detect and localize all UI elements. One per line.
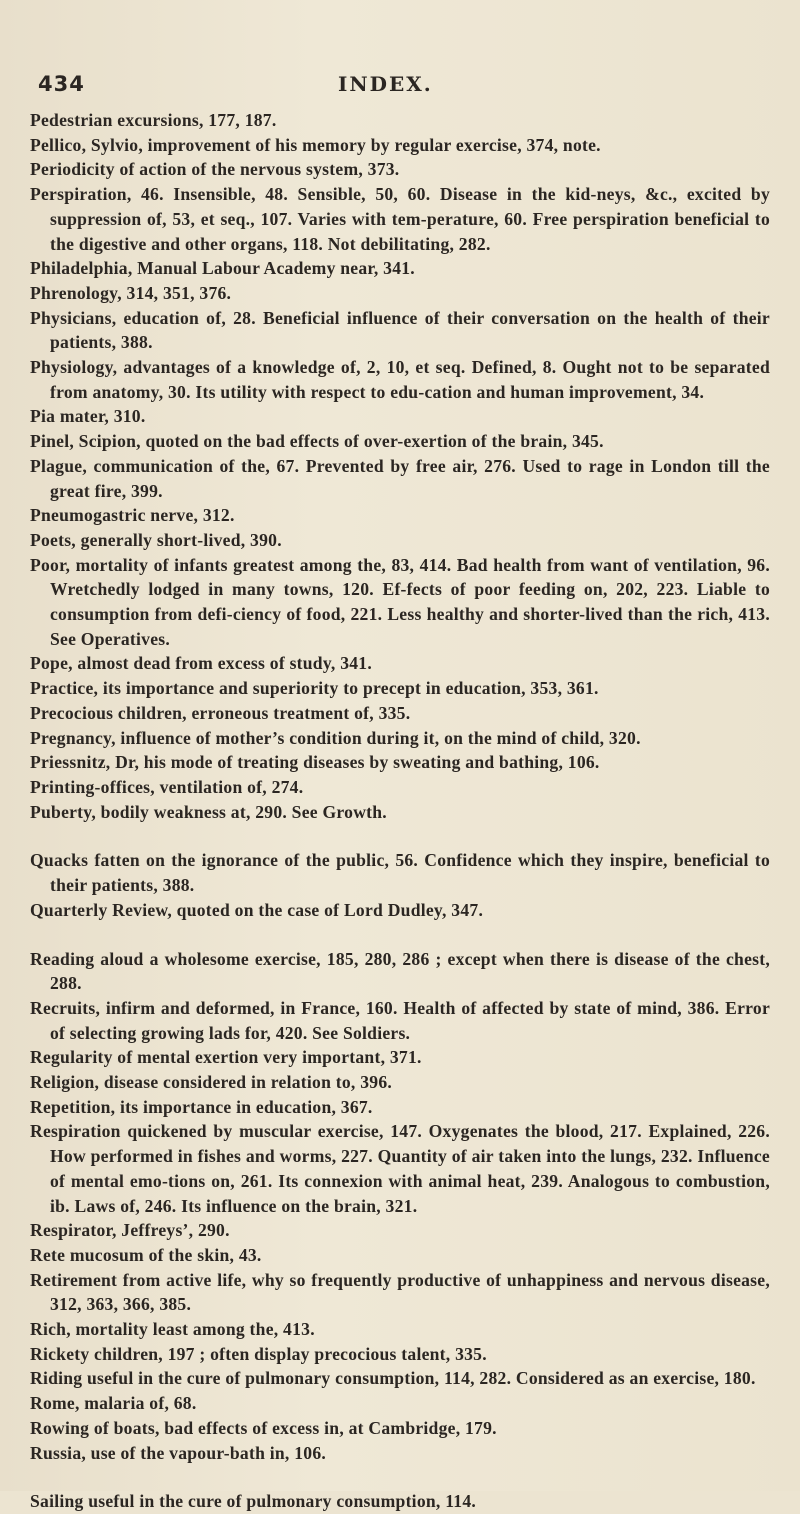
index-entry-physicians: Physicians, education of, 28. Beneficial influence of their conversation on the health of their patients, 388. <box>30 307 770 353</box>
index-entry-russia: Russia, use of the vapour-bath in, 106. <box>30 1442 327 1463</box>
index-entry-poets: Poets, generally short-lived, 390. <box>30 529 282 550</box>
index-entry-rowing: Rowing of boats, bad effects of excess in, at Cambridge, 179. <box>30 1417 497 1438</box>
index-entry-rome: Rome, malaria of, 68. <box>30 1393 197 1414</box>
index-entry-retirement: Retirement from active life, why so frequently productive of unhappiness and nervous disease, 312, 363, 366, 385. <box>30 1269 770 1315</box>
index-entries <box>30 108 770 1514</box>
index-entry-pinel: Pinel, Scipion, quoted on the bad effects of over-exertion of the brain, 345. <box>30 431 604 452</box>
index-entry-pedestrian: Pedestrian excursions, 177, 187. <box>30 110 277 130</box>
index-entry-regularity: Regularity of mental exertion very important, 371. <box>30 1047 422 1068</box>
index-entry-printing-offices: Printing-offices, ventilation of, 274. <box>30 776 304 797</box>
section-gap-s <box>30 1465 770 1489</box>
index-entry-puberty: Puberty, bodily weakness at, 290. See Growth. <box>30 801 387 822</box>
index-entry-respiration: Respiration quickened by muscular exercise, 147. Oxygenates the blood, 217. Explained, 226. How performed in fishes and worms, 227. Quantity of air taken into the lungs, 232. Influence of mental emo-tions on, 261. Its connexion with animal heat, 239. Analogous to combustion, ib. Laws of, 246. Its influence on the brain, 321. <box>30 1121 770 1216</box>
index-entry-practice: Practice, its importance and superiority to precept in education, 353, 361. <box>30 678 599 699</box>
page-header <box>38 72 770 108</box>
index-entry-sailing: Sailing useful in the cure of pulmonary consumption, 114. <box>30 1491 477 1512</box>
index-entry-phrenology: Phrenology, 314, 351, 376. <box>30 282 232 303</box>
index-entry-repetition: Repetition, its importance in education, 367. <box>30 1096 373 1117</box>
index-entry-reading-aloud: Reading aloud a wholesome exercise, 185, 280, 286 ; except when there is disease of the chest, 288. <box>30 948 770 994</box>
index-entry-philadelphia: Philadelphia, Manual Labour Academy near, 341. <box>30 258 415 279</box>
index-entry-pellico: Pellico, Sylvio, improvement of his memory by regular exercise, 374, note. <box>30 134 601 155</box>
index-entry-plague: Plague, communication of the, 67. Prevented by free air, 276. Used to rage in London till the great fire, 399. <box>30 455 770 501</box>
index-entry-riding: Riding useful in the cure of pulmonary consumption, 114, 282. Considered as an exercise, 180. <box>30 1368 756 1389</box>
index-entry-quacks: Quacks fatten on the ignorance of the public, 56. Confidence which they inspire, beneficial to their patients, 388. <box>30 850 770 896</box>
section-gap-r <box>30 923 770 947</box>
index-entry-rich: Rich, mortality least among the, 413. <box>30 1319 315 1340</box>
index-entry-physiology: Physiology, advantages of a knowledge of, 2, 10, et seq. Defined, 8. Ought not to be separated from anatomy, 30. Its utility with respect to edu-cation and human improvement, 34. <box>30 357 770 402</box>
index-entry-pope: Pope, almost dead from excess of study, 341. <box>30 653 373 674</box>
index-entry-rickety: Rickety children, 197 ; often display precocious talent, 335. <box>30 1343 487 1364</box>
running-head: INDEX. <box>338 72 433 96</box>
index-entry-priessnitz: Priessnitz, Dr, his mode of treating diseases by sweating and bathing, 106. <box>30 752 600 773</box>
index-entry-quarterly-review: Quarterly Review, quoted on the case of Lord Dudley, 347. <box>30 899 484 920</box>
index-entry-poor: Poor, mortality of infants greatest among the, 83, 414. Bad health from want of ventilation, 96. Wretchedly lodged in many towns, 120. Ef-fects of poor feeding on, 202, 223. Liable to consumption from defi-ciency of food, 221. Less healthy and shorter-lived than the rich, 413. See Operatives. <box>30 554 770 649</box>
index-entry-recruits: Recruits, infirm and deformed, in France, 160. Health of affected by state of mind, 386. Error of selecting growing lads for, 420. See Soldiers. <box>30 997 770 1043</box>
index-entry-periodicity: Periodicity of action of the nervous system, 373. <box>30 159 400 180</box>
index-entry-respirator: Respirator, Jeffreys’, 290. <box>30 1220 230 1241</box>
index-entry-pregnancy: Pregnancy, influence of mother’s condition during it, on the mind of child, 320. <box>30 727 641 748</box>
index-entry-precocious: Precocious children, erroneous treatment of, 335. <box>30 702 411 723</box>
index-entry-rete-mucosum: Rete mucosum of the skin, 43. <box>30 1244 262 1265</box>
index-entry-pia-mater: Pia mater, 310. <box>30 406 146 427</box>
section-gap-q <box>30 824 770 848</box>
index-entry-perspiration: Perspiration, 46. Insensible, 48. Sensible, 50, 60. Disease in the kid-neys, &c., excited by suppression of, 53, et seq., 107. Varies with tem-perature, 60. Free perspiration beneficial to the digestive and other organs, 118. Not debilitating, 282. <box>30 184 770 254</box>
index-entry-pneumogastric: Pneumogastric nerve, 312. <box>30 505 235 526</box>
page-number: 434 <box>38 72 85 96</box>
index-entry-religion: Religion, disease considered in relation to, 396. <box>30 1072 393 1093</box>
